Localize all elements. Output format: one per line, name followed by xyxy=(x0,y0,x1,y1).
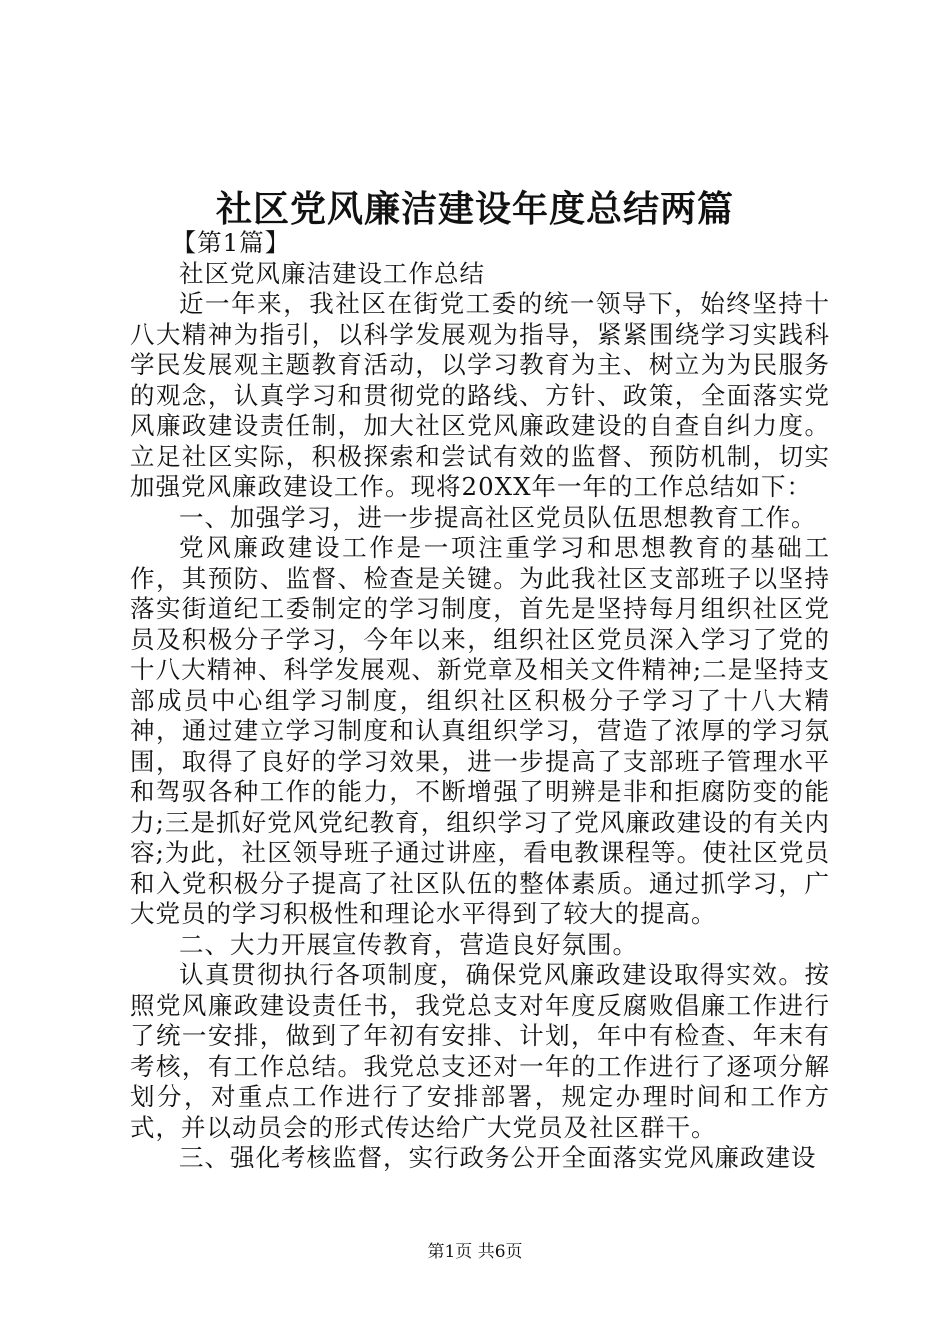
part-label: 【第1篇】 xyxy=(171,228,291,257)
paragraph-publicity: 认真贯彻执行各项制度，确保党风廉政建设取得实效。按照党风廉政建设责任书，我党总支对年度反腐败倡廉工作进行了统一安排，做到了年初有安排、计划，年中有检查、年末有考核，有工作总结。我党总支还对一年的工作进行了逐项分解划分，对重点工作进行了安排部署，规定办理时间和工作方式，并以动员会的形式传达给广大党员及社区群干。 xyxy=(130,960,830,1142)
section-subtitle: 社区党风廉洁建设工作总结 xyxy=(179,258,485,288)
document-title: 社区党风廉洁建设年度总结两篇 xyxy=(215,188,734,230)
page-footer: 第1页 共6页 xyxy=(427,1242,523,1262)
paragraph-intro: 近一年来，我社区在街党工委的统一领导下，始终坚持十八大精神为指引，以科学发展观为指导，紧紧围绕学习实践科学民发展观主题教育活动，以学习教育为主、树立为为民服务的观念，认真学习和贯彻党的路线、方针、政策，全面落实党风廉政建设责任制，加大社区党风廉政建设的自查自纠力度。立足社区实际，积极探索和尝试有效的监督、预防机制，切实加强党风廉政建设工作。现将20XX年一年的工作总结如下： xyxy=(130,289,830,501)
paragraph-study: 党风廉政建设工作是一项注重学习和思想教育的基础工作，其预防、监督、检查是关键。为此我社区支部班子以坚持落实街道纪工委制定的学习制度，首先是坚持每月组织社区党员及积极分子学习，今年以来，组织社区党员深入学习了党的十八大精神、科学发展观、新党章及相关文件精神;二是坚持支部成员中心组学习制度，组织社区积极分子学习了十八大精神，通过建立学习制度和认真组织学习，营造了浓厚的学习氛围，取得了良好的学习效果，进一步提高了支部班子管理水平和驾驭各种工作的能力，不断增强了明辨是非和拒腐防变的能力;三是抓好党风党纪教育，组织学习了党风廉政建设的有关内容;为此，社区领导班子通过讲座，看电教课程等。使社区党员和入党积极分子提高了社区队伍的整体素质。通过抓学习，广大党员的学习积极性和理论水平得到了较大的提高。 xyxy=(130,533,830,928)
section-heading-1: 一、加强学习，进一步提高社区党员队伍思想教育工作。 xyxy=(179,502,817,532)
section-heading-3: 三、强化考核监督，实行政务公开全面落实党风廉政建设 xyxy=(179,1143,817,1172)
section-heading-2: 二、大力开展宣传教育，营造良好氛围。 xyxy=(179,929,638,959)
document-body xyxy=(130,228,830,1174)
